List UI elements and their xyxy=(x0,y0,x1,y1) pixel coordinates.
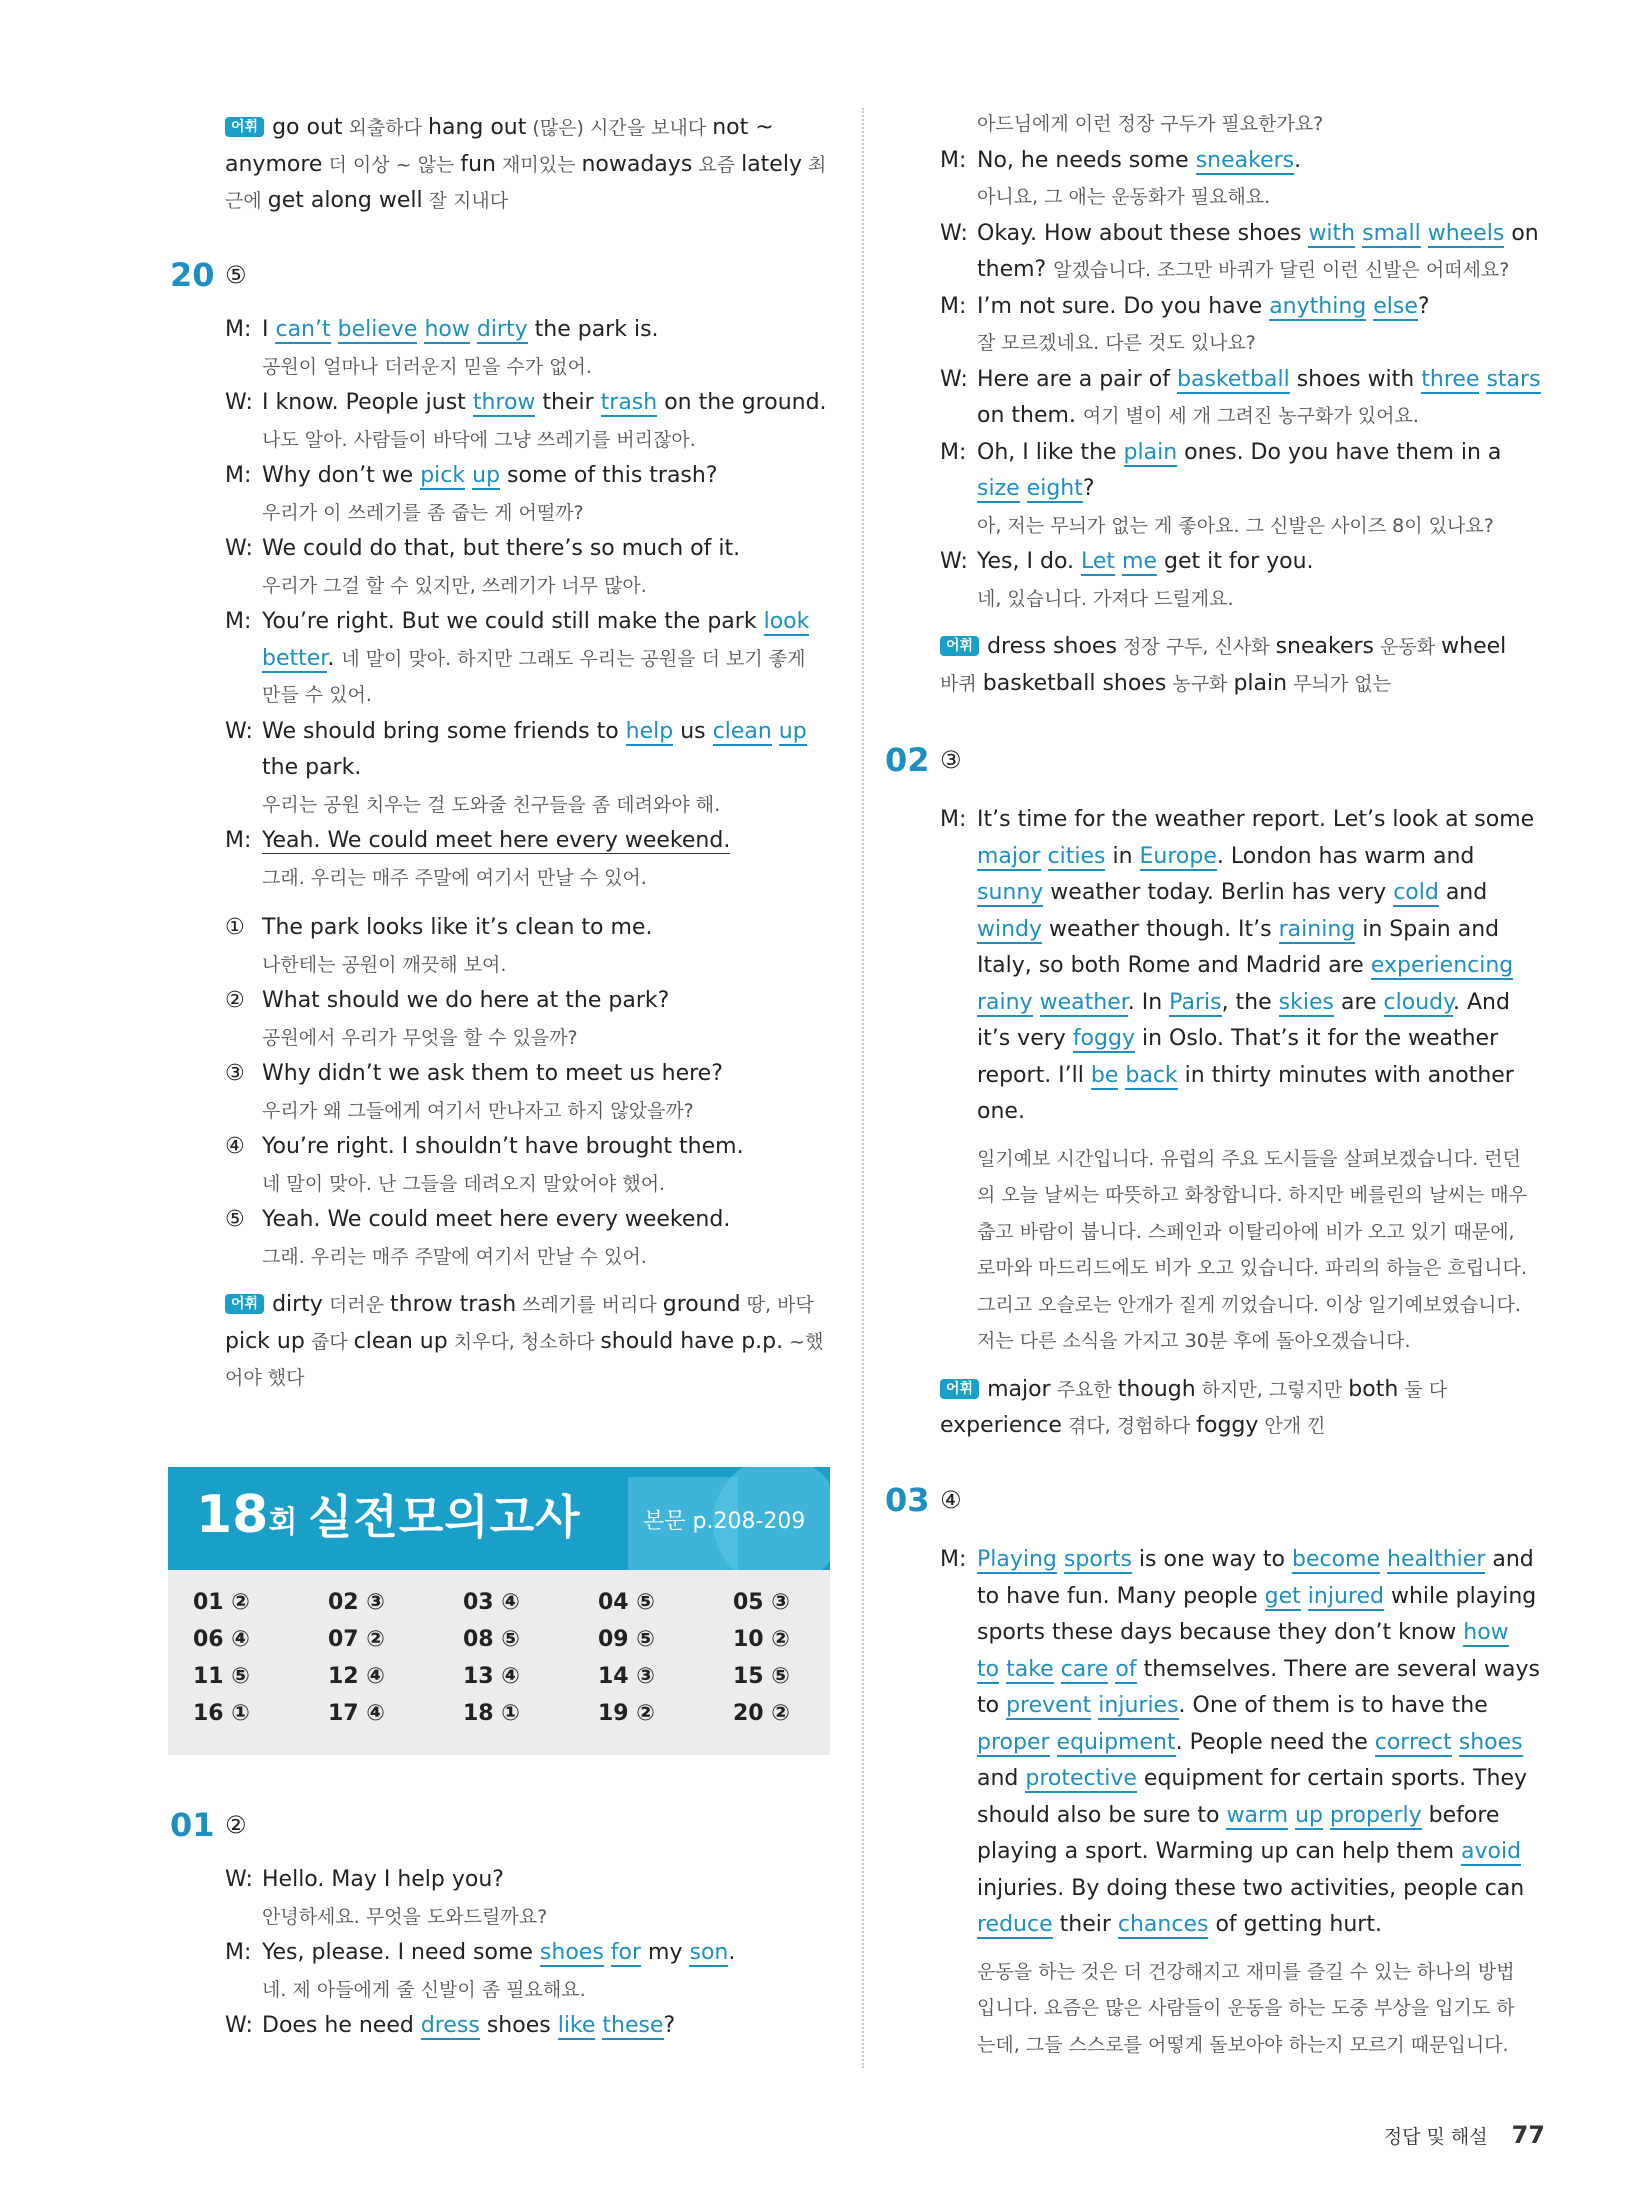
answer-cell: 05 ③ xyxy=(733,1590,790,1615)
question-number: 20 xyxy=(170,255,215,294)
answer-cell: 18 ① xyxy=(463,1701,520,1726)
option-2: ② What should we do here at the park? xyxy=(225,988,670,1013)
vocab-box-q02: 어휘 major 주요한 though 하지만, 그렇지만 both 둘 다 experience 겪다, 경험하다 foggy 안개 낀 xyxy=(940,1376,1448,1438)
question-header xyxy=(885,730,1545,790)
option-1: ① The park looks like it’s clean to me. xyxy=(225,915,653,940)
question-answer: ② xyxy=(225,1810,247,1839)
answer-options: ① The park looks like it’s clean to me. 나한테는 공원이 깨끗해 보여. ② What should we do here at the park? 공원에서 우리가 무엇을 할 수 있을까? ③ Why didn’t we ask them to meet us here? 우리가 왜 그들에게 여기서 만나자고 하지 않았을까? ④ You’re right. I shouldn’t have brought them. 네 말이 맞아. 난 그들을 데려오지 말았어야 했어. ⑤ Yeah. We could meet here every weekend. 그래. 우리는 매주 주말에 여기서 만날 수 있어. xyxy=(225,910,830,1275)
question-answer: ③ xyxy=(940,745,962,774)
question-answer: ⑤ xyxy=(225,260,247,289)
answer-cell: 14 ③ xyxy=(598,1664,655,1689)
question-header xyxy=(170,1795,830,1855)
answer-cell: 19 ② xyxy=(598,1701,655,1726)
answer-cell: 17 ④ xyxy=(328,1701,385,1726)
monologue: M: Playing sports is one way to become healthier and to have fun. Many people get injured while playing sports these days because they don’t know how to take care of themselves. There are several ways to prevent injuries. One of them is to have the proper equipment. People need the correct shoes and protective equipment for certain sports. They should also be sure to warm up properly before playing a sport. Warming up can help them avoid injuries. By doing these two activities, people can reduce their chances of getting hurt. xyxy=(940,1547,1540,1937)
answer-cell: 06 ④ xyxy=(193,1627,250,1652)
test-number: 18회 xyxy=(196,1485,298,1545)
answer-cell: 13 ④ xyxy=(463,1664,520,1689)
translation: 일기예보 시간입니다. 유럽의 주요 도시들을 살펴보겠습니다. 런던 의 오늘 날씨는 따뜻하고 화창합니다. 하지만 베를린의 날씨는 매우 춥고 바람이 붑니다. 스페인과 이탈리아에 비가 오고 있기 때문에, 로마와 마드리드에도 비가 오고 있습니다. 파리의 하늘은 흐립니다. 그리고 오슬로는 안개가 짙게 끼었습니다. 이상 일기예보였습니다. 저는 다른 소식을 가지고 30분 후에 돌아오겠습니다. xyxy=(977,1147,1527,1352)
question-03 xyxy=(885,1470,1545,2063)
question-header xyxy=(170,245,830,305)
question-number: 01 xyxy=(170,1805,215,1844)
question-answer: ④ xyxy=(940,1485,962,1514)
page-footer xyxy=(1384,2117,1545,2156)
option-3: ③ Why didn’t we ask them to meet us here? xyxy=(225,1061,723,1086)
answer-cell: 08 ⑤ xyxy=(463,1627,520,1652)
vocab-box-top: 어휘 go out 외출하다 hang out (많은) 시간을 보내다 not ~ anymore 더 이상 ~ 않는 fun 재미있는 nowadays 요즘 lately 최 근에 get along well 잘 지내다 xyxy=(225,115,827,213)
answer-cell: 01 ② xyxy=(193,1590,250,1615)
answer-cell: 12 ④ xyxy=(328,1664,385,1689)
question-20 xyxy=(170,245,830,1397)
vocab-box-q01: 어휘 dress shoes 정장 구두, 신사화 sneakers 운동화 wheel 바퀴 basketball shoes 농구화 plain 무늬가 없는 xyxy=(940,634,1507,696)
question-number: 02 xyxy=(885,740,930,779)
answer-cell: 03 ④ xyxy=(463,1590,520,1615)
dialogue: M: I can’t believe how dirty the park is. 공원이 얼마나 더러운지 믿을 수가 없어. W: I know. People just throw their trash on the ground. 나도 알아. 사람들이 바닥에 그냥 쓰레기를 버리잖아. M: Why don’t we pick up some of this trash? 우리가 이 쓰레기를 좀 줍는 게 어떨까? W: We could do that, but there’s so much of it. 우리가 그걸 할 수 있지만, 쓰레기가 너무 많아. M: You’re right. But we could still make the park look better. 네 말이 맞아. 하지만 그래도 우리는 공원을 더 보기 좋게 만들 수 있어. W: We should bring some friends to help us clean up the park. 우리는 공원 치우는 걸 도와줄 친구들을 좀 데려와야 해. M: Yeah. We could meet here every weekend. 그래. 우리는 매주 주말에 여기서 만날 수 있어. xyxy=(225,317,827,889)
answer-key-grid xyxy=(168,1570,830,1755)
answer-cell: 09 ⑤ xyxy=(598,1627,655,1652)
translation: 운동을 하는 것은 더 건강해지고 재미를 즐길 수 있는 하나의 방법 입니다. 요즘은 많은 사람들이 운동을 하는 도중 부상을 입기도 하 는데, 그들 스스로를 어떻게 돌보아야 하는지 모르기 때문입니다. xyxy=(977,1960,1515,2056)
monologue: M: It’s time for the weather report. Let’s look at some major cities in Europe. London has warm and sunny weather today. Berlin has very cold and windy weather though. It’s raining in Spain and Italy, so both Rome and Madrid are experiencing rainy weather. In Paris, the skies are cloudy. And it’s very foggy in Oslo. That’s it for the weather report. I’ll be back in thirty minutes with another one. xyxy=(940,807,1535,1124)
footer-label: 정답 및 해설 xyxy=(1383,2126,1488,2148)
question-02 xyxy=(885,730,1545,1445)
vocab-tag: 어휘 xyxy=(225,117,264,137)
answer-cell: 07 ② xyxy=(328,1627,385,1652)
answer-cell: 15 ⑤ xyxy=(733,1664,790,1689)
answer-cell: 02 ③ xyxy=(328,1590,385,1615)
question-header xyxy=(885,1470,1545,1530)
option-4: ④ You’re right. I shouldn’t have brought them. xyxy=(225,1134,744,1159)
option-5: ⑤ Yeah. We could meet here every weekend. xyxy=(225,1207,731,1232)
question-01 xyxy=(170,1795,830,2045)
answer-cell: 11 ⑤ xyxy=(193,1664,250,1689)
page-reference: 본문 p.208-209 xyxy=(643,1509,806,1534)
page-number: 77 xyxy=(1511,2121,1545,2149)
answer-cell: 16 ① xyxy=(193,1701,250,1726)
column-divider xyxy=(862,108,864,2068)
vocab-box-q20: 어휘 dirty 더러운 throw trash 쓰레기를 버리다 ground 땅, 바닥 pick up 줍다 clean up 치우다, 청소하다 should have p.p. ~했 어야 했다 xyxy=(225,1292,824,1389)
test-banner xyxy=(168,1467,830,1570)
answer-cell: 04 ⑤ xyxy=(598,1590,655,1615)
question-01-continued: 아드님에게 이런 정장 구두가 필요한가요? M: No, he needs some sneakers. 아니요, 그 애는 운동화가 필요해요. W: Okay. How about these shoes with small wheels on them? 알겠습니다. 조그만 바퀴가 달린 이런 신발은 어떠세요? M: I’m not sure. Do you have anything else? 잘 모르겠네요. 다른 것도 있나요? W: Here are a pair of basketball shoes with three stars on them. 여기 별이 세 개 그려진 농구화가 있어요. M: Oh, I like the plain ones. Do you have them in a size eight? 아, 저는 무늬가 없는 게 좋아요. 그 신발은 사이즈 8이 있나요? W: Yes, I do. Let me get it for you. 네, 있습니다. 가져다 드릴게요. 어휘 dress shoes 정장 구두, 신사화 sneakers 운동화 wheel 바퀴 basketball shoes 농구화 plain 무늬가 없는 xyxy=(940,106,1545,702)
answer-cell: 20 ② xyxy=(733,1701,790,1726)
dialogue: W: Hello. May I help you? 안녕하세요. 무엇을 도와드릴까요? M: Yes, please. I need some shoes for my son. 네. 제 아들에게 줄 신발이 좀 필요해요. W: Does he need dress shoes like these? xyxy=(225,1867,736,2038)
answer-cell: 10 ② xyxy=(733,1627,790,1652)
question-number: 03 xyxy=(885,1480,930,1519)
test-title: 실전모의고사 xyxy=(308,1490,581,1544)
